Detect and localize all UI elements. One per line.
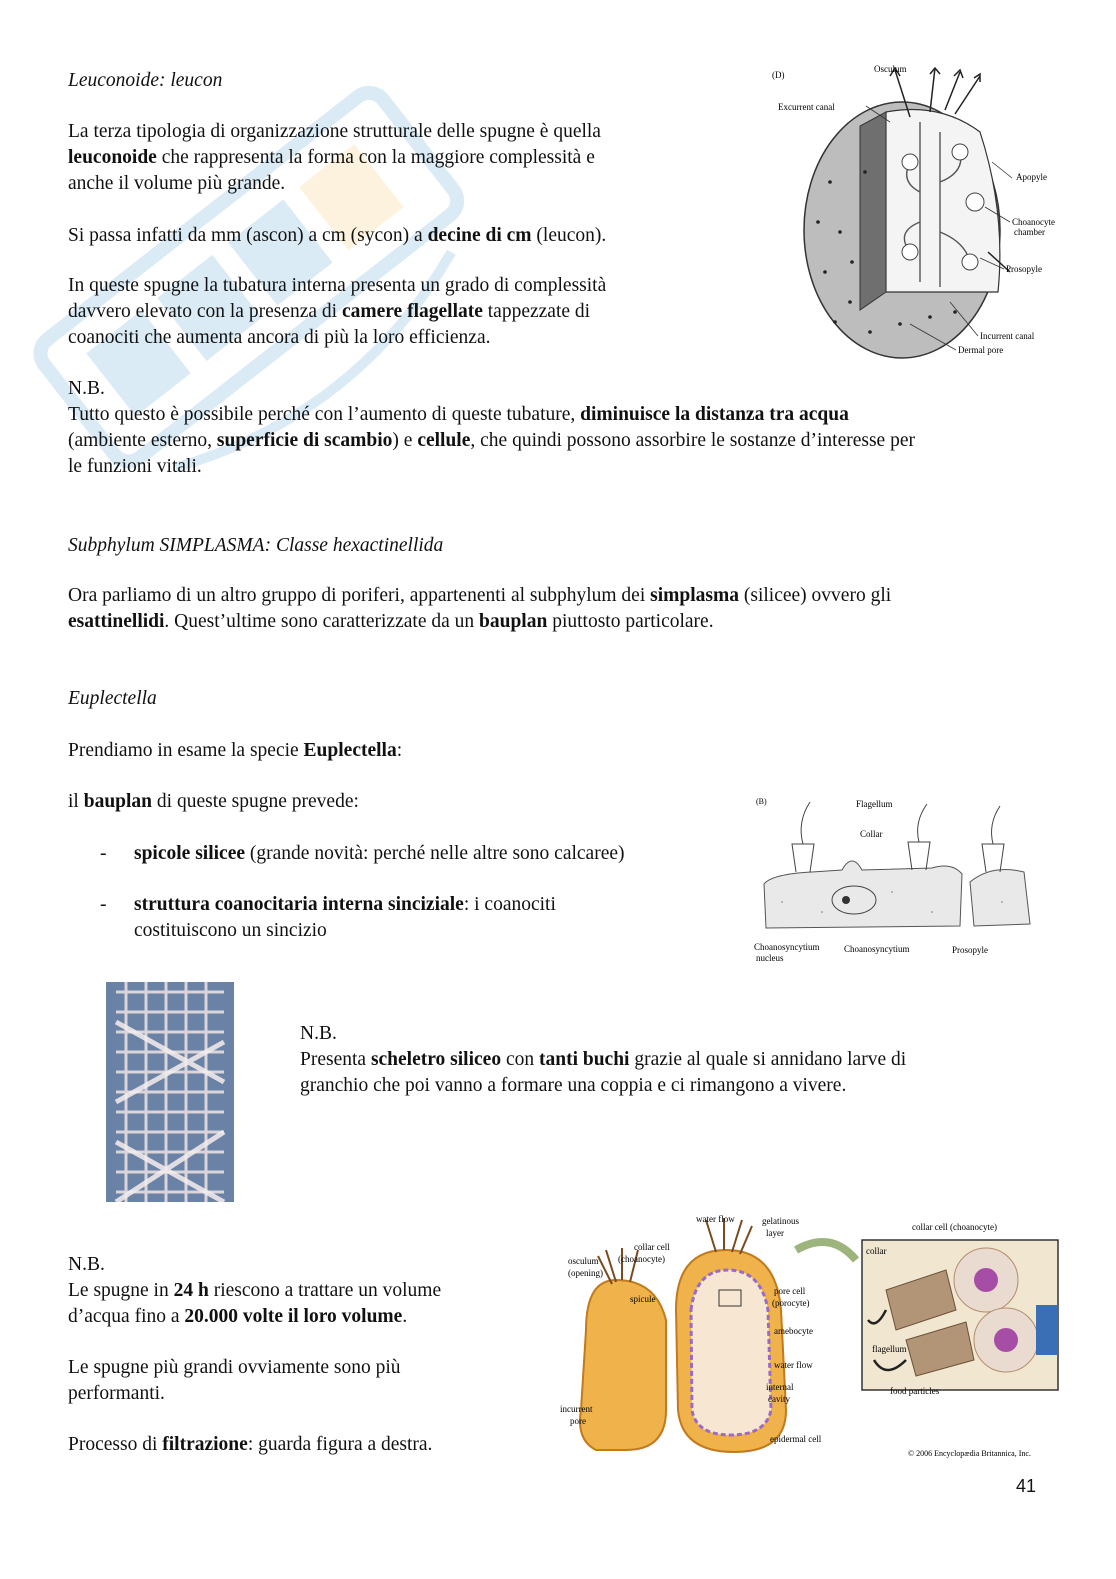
choanosyncytium-diagram [752, 792, 1042, 968]
filtration-label-flagellum: flagellum [872, 1344, 907, 1354]
filtration-label-gelatinous: gelatinous [762, 1216, 799, 1226]
filtration-label-spicule: spicule [630, 1294, 656, 1304]
filtration-label-collar: collar [866, 1246, 887, 1256]
bullet-item-spicole: spicole silicee (grande novità: perché nelle altre sono calcaree) [134, 843, 625, 864]
leucon-nb: N.B. Tutto questo è possibile perché con l’aumento di queste tubature, diminuisce la distanza tra acqua (ambiente esterno, superficie di scambio) e cellule, che quindi possono assorbire le sostanze d’interesse per le funzioni vitali. [68, 378, 915, 477]
filtration-label-choanocyte: (choanocyte) [618, 1254, 665, 1264]
syncytium-label-nucleus-1: Choanosyncytium [754, 942, 820, 952]
leucon-label-osculum-top: Osculum [874, 64, 907, 74]
simplasma-paragraph: Ora parliamo di un altro gruppo di poriferi, appartenenti al subphylum dei simplasma (silicee) ovvero gli esattinellidi. Quest’ultime sono caratterizzate da un bauplan piuttosto particolare. [68, 585, 892, 632]
syncytium-label-prosopyle: Prosopyle [952, 945, 988, 955]
filtration-label-water-flow-top: water flow [696, 1214, 735, 1224]
filtration-label-porocyte: (porocyte) [772, 1298, 810, 1308]
leucon-paragraph-1: La terza tipologia di organizzazione strutturale delle spugne è quella leuconoide che rappresenta la forma con la maggiore complessità e anche il volume più grande. [68, 121, 601, 194]
filtration-label-water-flow: water flow [774, 1360, 813, 1370]
leucon-diagram [770, 62, 1070, 362]
filtration-paragraph-3: Processo di filtrazione: guarda figura a destra. [68, 1434, 433, 1455]
leucon-label-apopyle: Apopyle [1016, 172, 1047, 182]
bullet-marker: - [100, 843, 107, 864]
section-heading-euplectella: Euplectella [68, 688, 157, 709]
filtration-label-incurrent: incurrent [560, 1404, 593, 1414]
leucon-panel-label: (D) [772, 70, 785, 80]
syncytium-label-choanosyncytium: Choanosyncytium [844, 944, 910, 954]
filtration-label-internal: internal [766, 1382, 794, 1392]
filtration-nb: N.B. Le spugne in 24 h riescono a trattare un volume d’acqua fino a 20.000 volte il loro volume. [68, 1254, 442, 1327]
syncytium-label-flagellum: Flagellum [856, 799, 893, 809]
filtration-label-food-particles: food particles [890, 1386, 940, 1396]
euplectella-paragraph-2: il bauplan di queste spugne prevede: [68, 791, 359, 812]
leucon-label-prosopyle: Prosopyle [1006, 264, 1042, 274]
leucon-label-excurrent: Excurrent canal [778, 102, 835, 112]
leucon-label-dermal-pore: Dermal pore [958, 345, 1004, 355]
leucon-paragraph-2: Si passa infatti da mm (ascon) a cm (sycon) a decine di cm (leucon). [68, 225, 607, 246]
filtration-paragraph-2: Le spugne più grandi ovviamente sono più performanti. [68, 1357, 401, 1404]
section-heading-simplasma: Subphylum SIMPLASMA: Classe hexactinellida [68, 535, 444, 556]
euplectella-paragraph-1: Prendiamo in esame la specie Euplectella: [68, 740, 403, 761]
euplectella-photo [106, 982, 234, 1202]
filtration-copyright: © 2006 Encyclopædia Britannica, Inc. [908, 1449, 1031, 1458]
leucon-label-incurrent: Incurrent canal [980, 331, 1035, 341]
syncytium-panel-label: (B) [756, 797, 767, 806]
leucon-paragraph-3: In queste spugne la tubatura interna presenta un grado di complessità davvero elevato con la presenza di camere flagellate tappezzate di coanociti che aumenta ancora di più la loro efficienza. [68, 275, 607, 348]
leucon-label-chamber: chamber [1014, 227, 1045, 237]
filtration-label-cavity: cavity [768, 1394, 790, 1404]
filtration-label-pore-cell: pore cell [774, 1286, 806, 1296]
filtration-label-amebocyte: amebocyte [774, 1326, 813, 1336]
page-number: 41 [1016, 1476, 1037, 1496]
filtration-label-osculum: osculum [568, 1256, 599, 1266]
filtration-label-layer: layer [766, 1228, 784, 1238]
filtration-label-collar-cell-inset: collar cell (choanocyte) [912, 1222, 997, 1232]
bullet-item-struttura: struttura coanocitaria interna sinciziale: i coanociti costituiscono un sincizio [134, 894, 556, 941]
euplectella-nb: N.B. Presenta scheletro siliceo con tanti buchi grazie al quale si annidano larve di granchio che poi vanno a formare una coppia e ci rimangono a vivere. [300, 1023, 907, 1096]
bullet-marker: - [100, 894, 107, 915]
filtration-label-collar-cell: collar cell [634, 1242, 670, 1252]
filtration-diagram [556, 1210, 1064, 1462]
leucon-label-choanocyte: Choanocyte [1012, 217, 1055, 227]
syncytium-label-nucleus-2: nucleus [756, 953, 784, 963]
section-heading-leucon: Leuconoide: leucon [68, 70, 223, 91]
syncytium-label-collar: Collar [860, 829, 883, 839]
filtration-label-epidermal-cell: epidermal cell [770, 1434, 822, 1444]
filtration-label-pore: pore [570, 1416, 586, 1426]
filtration-label-opening: (opening) [568, 1268, 603, 1278]
